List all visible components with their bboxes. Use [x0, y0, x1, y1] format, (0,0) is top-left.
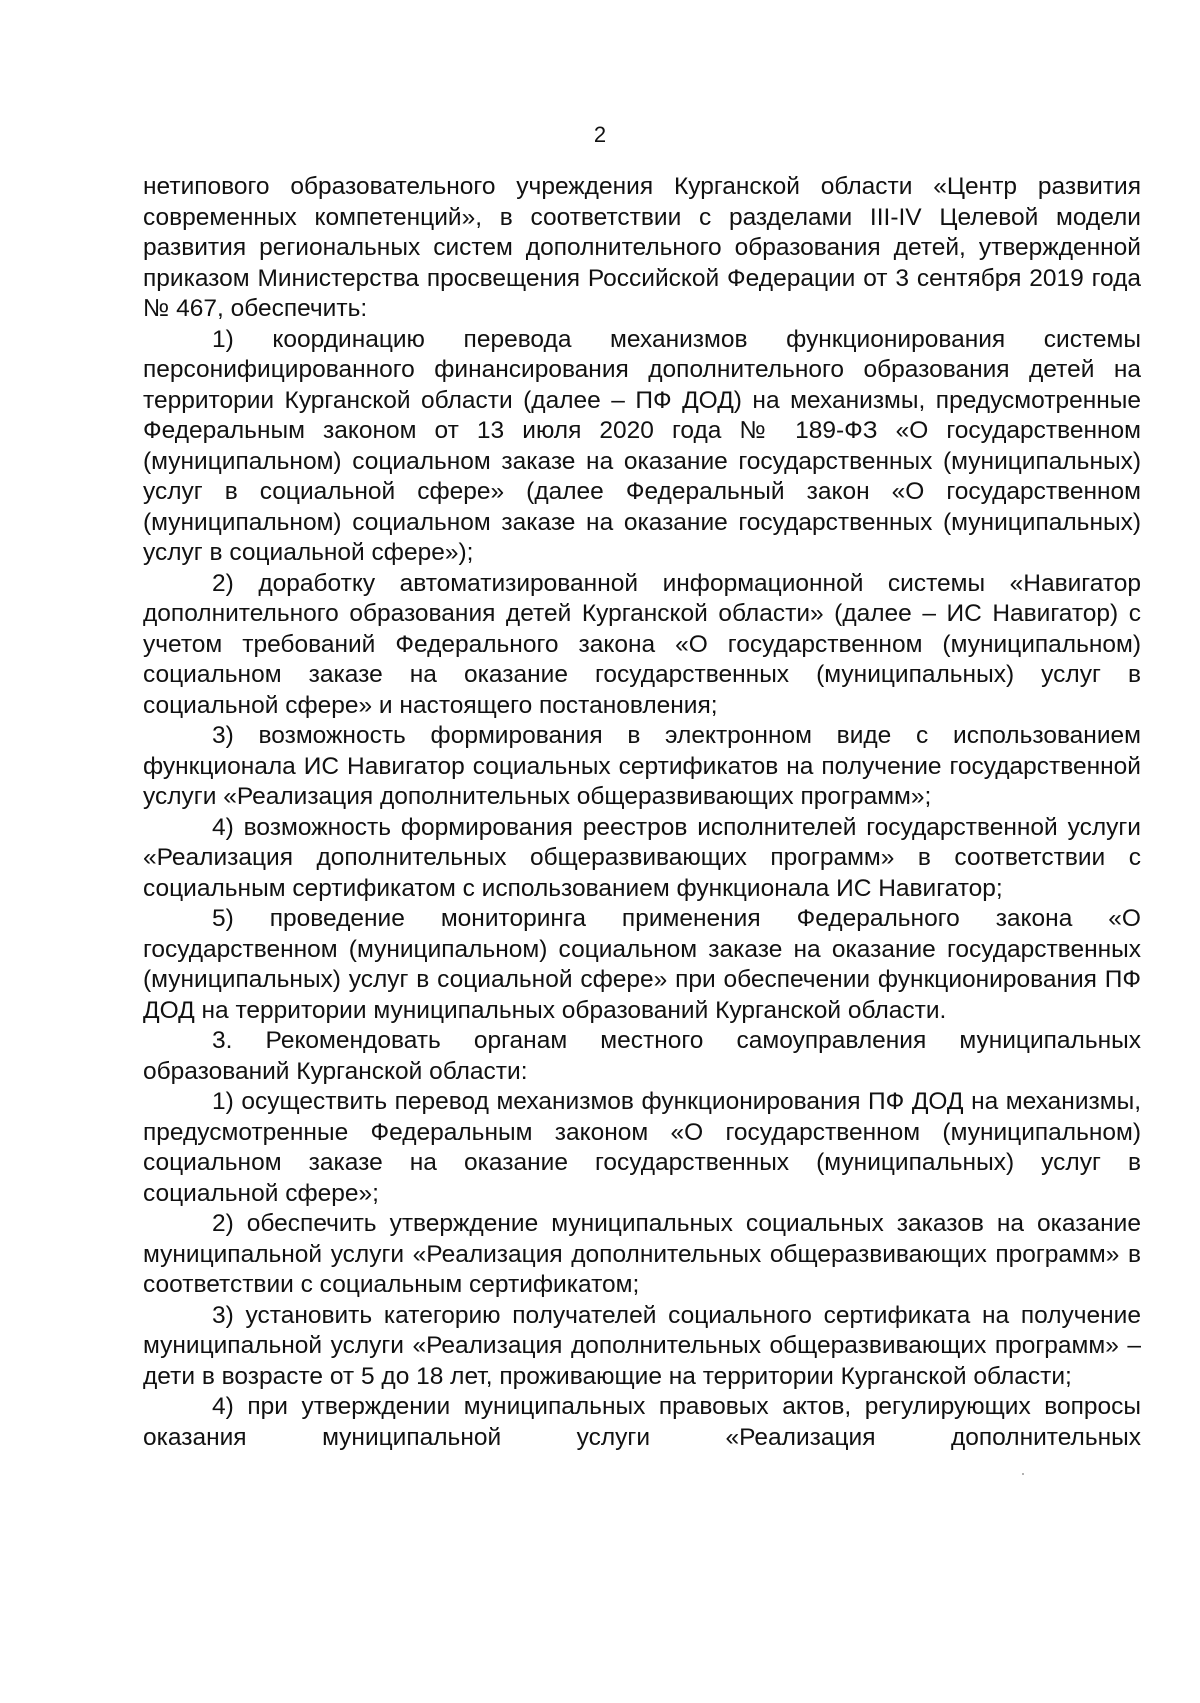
- paragraph-item-2-navigator: 2) доработку автоматизированной информационной системы «Навигатор дополнительного образования детей Курганской области» (далее – ИС Навигатор) с учетом требований Федерального закона «О государственном (муниципальном) социальном заказе на оказание государственных (муниципальных) услуг в социальной сфере» и настоящего постановления;: [143, 569, 1141, 719]
- paragraph-item-4-registries: 4) возможность формирования реестров исполнителей государственной услуги «Реализация дополнительных общеразвивающих программ» в соответствии с социальным сертификатом с использованием функционала ИС Навигатор;: [143, 813, 1141, 902]
- paragraph-section-3-item-3: 3) установить категорию получателей социального сертификата на получение муниципальной услуги «Реализация дополнительных общеразвивающих программ» – дети в возрасте от 5 до 18 лет, проживающие на территории Курганской области;: [143, 1301, 1141, 1390]
- scan-speck: [1022, 1473, 1024, 1475]
- paragraph-item-3-certificates: 3) возможность формирования в электронном виде с использованием функционала ИС Навигатор социальных сертификатов на получение государственной услуги «Реализация дополнительных общеразвивающих программ»;: [143, 722, 1141, 810]
- document-body: [143, 172, 1141, 1453]
- paragraph-item-1-coordination: 1) координацию перевода механизмов функционирования системы персонифицированного финансирования дополнительного образования детей на территории Курганской области (далее – ПФ ДОД) на механизмы, предусмотренные Федеральным законом от 13 июля 2020 года № 189-ФЗ «О государственном (муниципальном) социальном заказе на оказание государственных (муниципальных) услуг в социальной сфере» (далее Федеральный закон «О государственном (муниципальном) социальном заказе на оказание государственных (муниципальных) услуг в социальной сфере»);: [143, 325, 1141, 566]
- page-number: 2: [593, 122, 607, 147]
- paragraph-section-3: 3. Рекомендовать органам местного самоуправления муниципальных образований Курганской области:: [143, 1027, 1141, 1085]
- paragraph-section-3-item-2: 2) обеспечить утверждение муниципальных социальных заказов на оказание муниципальной услуги «Реализация дополнительных общеразвивающих программ» в соответствии с социальным сертификатом;: [143, 1210, 1141, 1298]
- paragraph-continuation: нетипового образовательного учреждения Курганской области «Центр развития современных компетенций», в соответствии с разделами III-IV Целевой модели развития региональных систем дополнительного образования детей, утвержденной приказом Министерства просвещения Российской Федерации от 3 сентября 2019 года № 467, обеспечить:: [143, 173, 1141, 322]
- paragraph-section-3-item-4: 4) при утверждении муниципальных правовых актов, регулирующих вопросы оказания муниципальной услуги «Реализация дополнительных: [143, 1393, 1141, 1451]
- paragraph-section-3-item-1: 1) осуществить перевод механизмов функционирования ПФ ДОД на механизмы, предусмотренные Федеральным законом «О государственном (муниципальном) социальном заказе на оказание государственных (муниципальных) услуг в социальной сфере»;: [143, 1088, 1141, 1207]
- paragraph-item-5-monitoring: 5) проведение мониторинга применения Федерального закона «О государственном (муниципальном) социальном заказе на оказание государственных (муниципальных) услуг в социальной сфере» при обеспечении функционирования ПФ ДОД на территории муниципальных образований Курганской области.: [143, 905, 1141, 1024]
